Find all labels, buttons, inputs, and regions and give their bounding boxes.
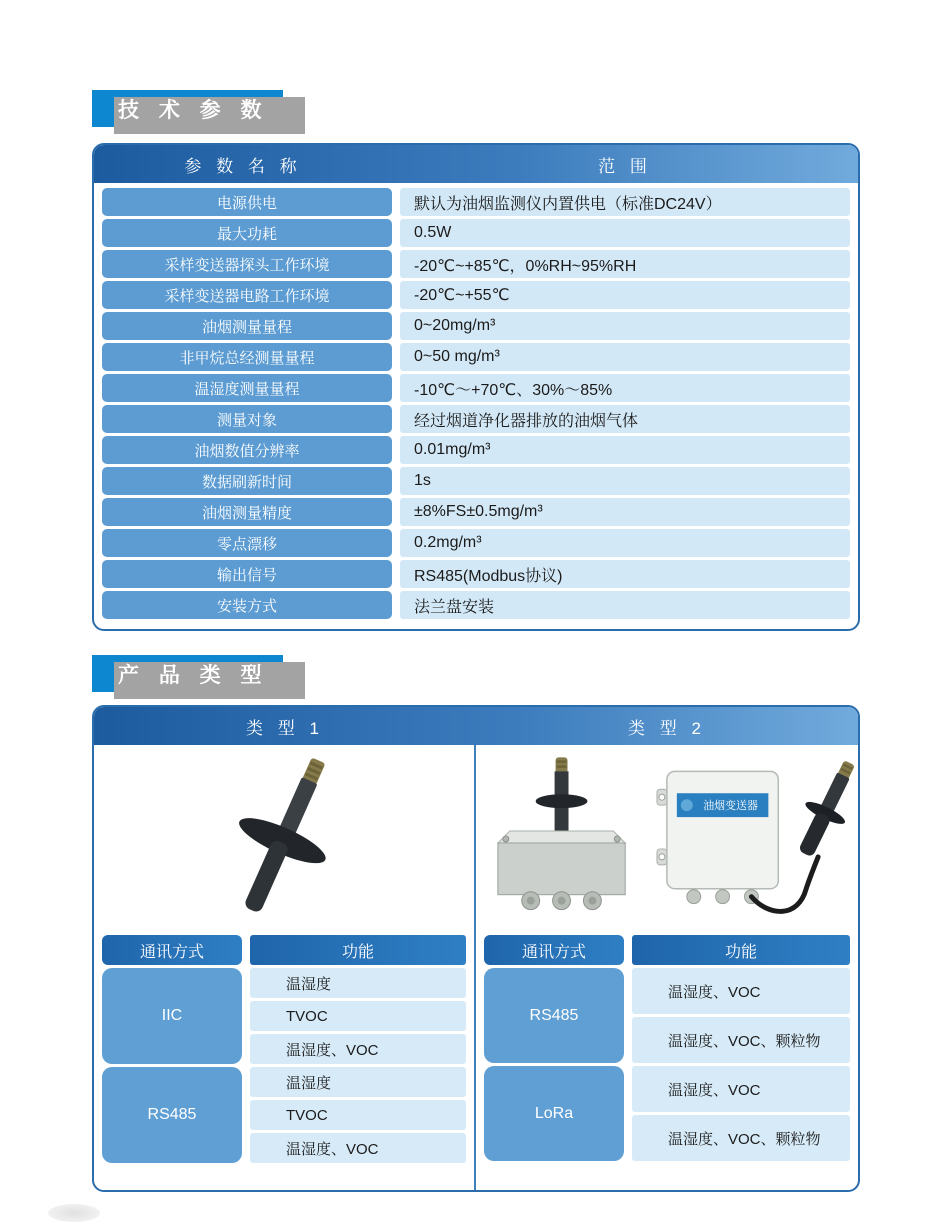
param-value-cell: 法兰盘安装: [400, 591, 850, 619]
function-cell: 温湿度、VOC: [250, 1133, 466, 1163]
param-name-cell: 油烟测量量程: [102, 312, 392, 340]
param-name-cell: 采样变送器探头工作环境: [102, 250, 392, 278]
function-cell: 温湿度、VOC: [250, 1034, 466, 1064]
param-value-cell: 0.01mg/m³: [400, 436, 850, 464]
param-row: [102, 405, 850, 433]
param-name-cell: 电源供电: [102, 188, 392, 216]
param-value-cell: 0~50 mg/m³: [400, 343, 850, 371]
function-cell: 温湿度、VOC、颗粒物: [632, 1115, 850, 1161]
type1-comm-table: [102, 935, 466, 1163]
param-row: [102, 467, 850, 495]
device-label: 油烟变送器: [703, 800, 759, 813]
param-value-cell: -20℃~+55℃: [400, 281, 850, 309]
function-cell: TVOC: [250, 1100, 466, 1130]
product-types-panel: [92, 705, 860, 1192]
type2-title: 类 型 2: [628, 718, 706, 738]
function-header: 功能: [632, 935, 850, 965]
param-row: [102, 374, 850, 402]
param-row: [102, 188, 850, 216]
tech-params-table-header: [94, 145, 858, 183]
param-name-cell: 零点漂移: [102, 529, 392, 557]
type2-comm-table: [484, 935, 850, 1161]
type1-title: 类 型 1: [246, 718, 324, 738]
param-row: [102, 281, 850, 309]
param-value-cell: 0.5W: [400, 219, 850, 247]
duct-transmitter-box-image: [476, 749, 645, 925]
param-row: [102, 591, 850, 619]
comm-cell: RS485: [484, 968, 624, 1063]
param-name-cell: 最大功耗: [102, 219, 392, 247]
param-row: [102, 312, 850, 340]
param-row: [102, 343, 850, 371]
function-cell: TVOC: [250, 1001, 466, 1031]
param-row: [102, 529, 850, 557]
function-cell: 温湿度、VOC: [632, 1066, 850, 1112]
param-value-cell: -20℃~+85℃，0%RH~95%RH: [400, 250, 850, 278]
product-types-header: [94, 707, 858, 745]
comm-method-header: 通讯方式: [102, 935, 242, 965]
param-value-cell: -10℃～+70℃、30%～85%: [400, 374, 850, 402]
param-value-cell: 经过烟道净化器排放的油烟气体: [400, 405, 850, 433]
param-value-cell: 0~20mg/m³: [400, 312, 850, 340]
type1-column: [94, 745, 476, 1192]
function-header: 功能: [250, 935, 466, 965]
param-name-cell: 油烟数值分辨率: [102, 436, 392, 464]
function-cell: 温湿度: [250, 1067, 466, 1097]
type2-column: [476, 745, 858, 1192]
comm-cell: LoRa: [484, 1066, 624, 1161]
tech-params-table: [94, 183, 858, 625]
param-row: [102, 436, 850, 464]
wall-transmitter-image: [649, 749, 858, 925]
param-name-cell: 采样变送器电路工作环境: [102, 281, 392, 309]
param-name-cell: 油烟测量精度: [102, 498, 392, 526]
param-name-cell: 数据刷新时间: [102, 467, 392, 495]
tech-params-panel: [92, 143, 860, 631]
section-badge-tech-params: 技 术 参 数: [92, 90, 283, 127]
comm-cell: RS485: [102, 1067, 242, 1163]
param-name-cell: 非甲烷总经测量量程: [102, 343, 392, 371]
param-name-cell: 测量对象: [102, 405, 392, 433]
param-range-column-header: 范 围: [598, 156, 652, 176]
param-row: [102, 498, 850, 526]
function-cell: 温湿度、VOC、颗粒物: [632, 1017, 850, 1063]
param-name-cell: 安装方式: [102, 591, 392, 619]
param-row: [102, 219, 850, 247]
comm-method-header: 通讯方式: [484, 935, 624, 965]
param-value-cell: 默认为油烟监测仪内置供电（标准DC24V）: [400, 188, 850, 216]
probe-sensor-image: [189, 749, 379, 925]
page-edge-artifact: [48, 1204, 100, 1222]
param-value-cell: 0.2mg/m³: [400, 529, 850, 557]
param-name-cell: 输出信号: [102, 560, 392, 588]
param-value-cell: ±8%FS±0.5mg/m³: [400, 498, 850, 526]
function-cell: 温湿度、VOC: [632, 968, 850, 1014]
comm-cell: IIC: [102, 968, 242, 1064]
param-name-column-header: 参 数 名 称: [184, 156, 302, 176]
param-row: [102, 250, 850, 278]
param-value-cell: RS485(Modbus协议): [400, 560, 850, 588]
param-name-cell: 温湿度测量量程: [102, 374, 392, 402]
param-row: [102, 560, 850, 588]
function-cell: 温湿度: [250, 968, 466, 998]
section-badge-product-types: 产 品 类 型: [92, 655, 283, 692]
param-value-cell: 1s: [400, 467, 850, 495]
